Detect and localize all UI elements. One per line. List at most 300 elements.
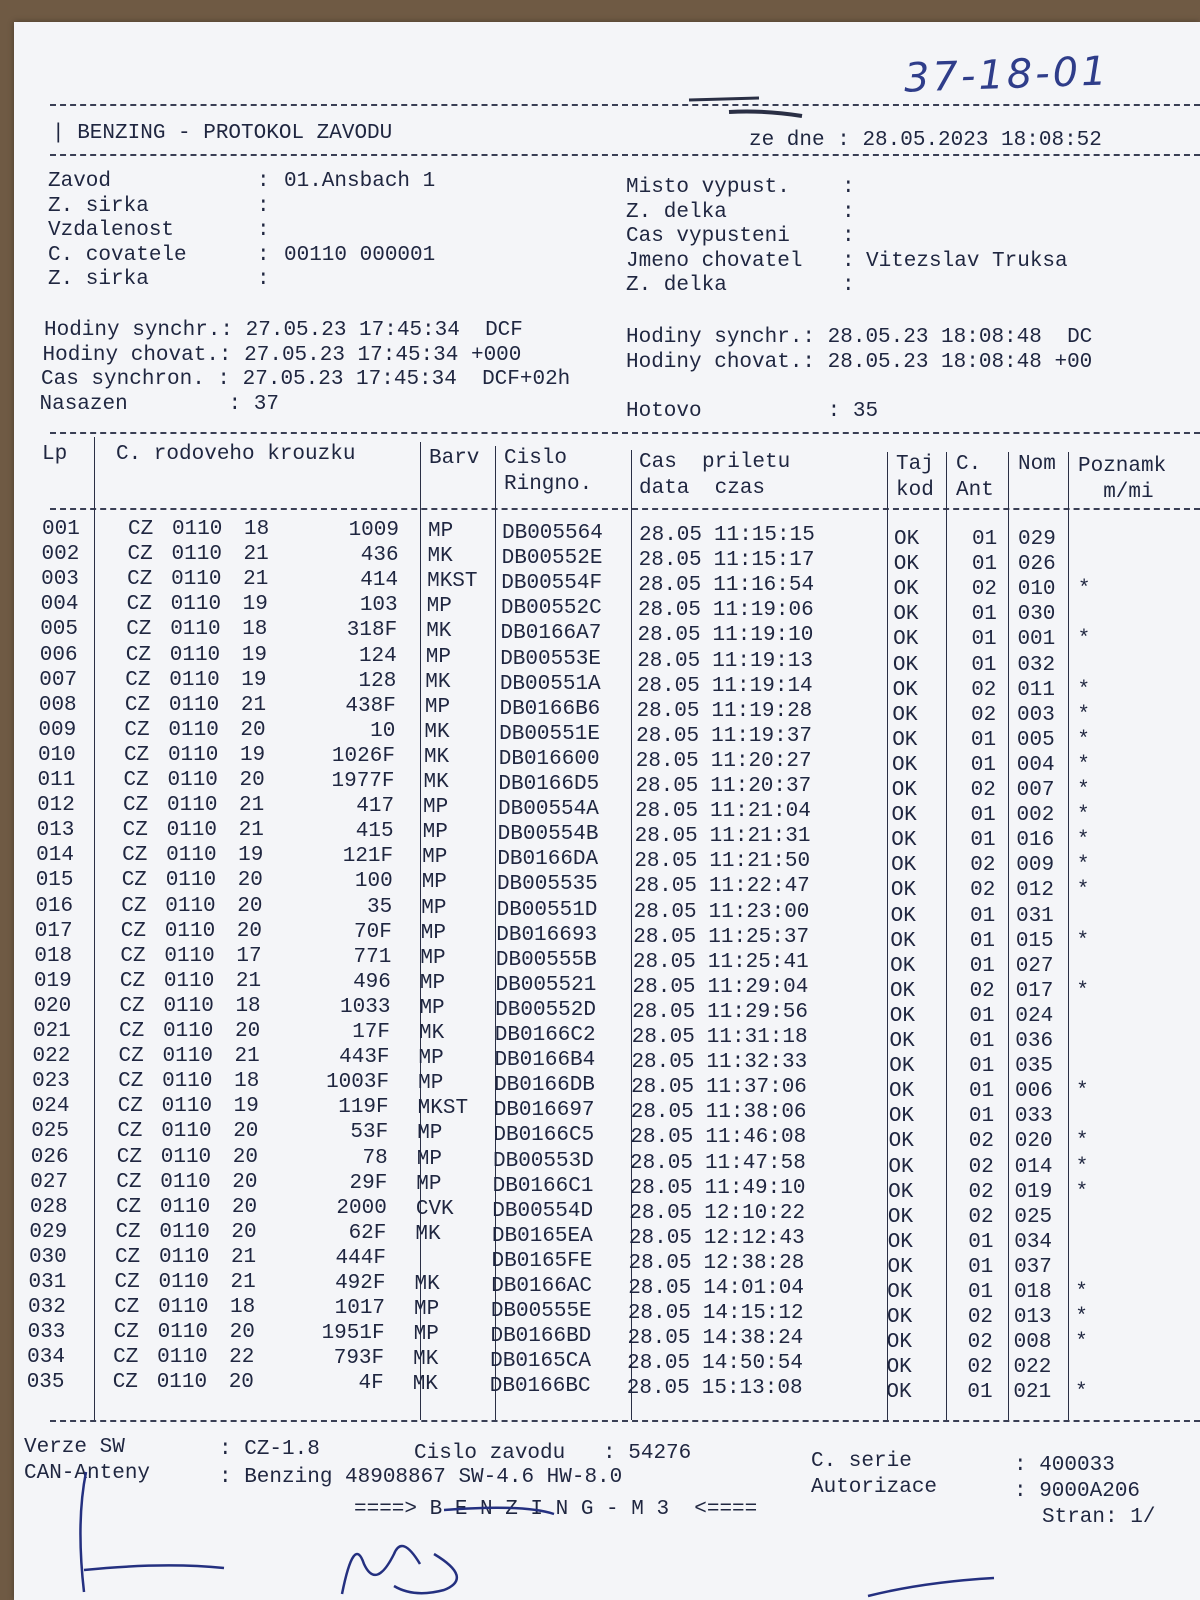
cell-color: MK	[424, 720, 450, 744]
cell-time: 11:19:28	[711, 699, 813, 723]
cell-date: 28.05	[630, 1126, 694, 1150]
cell-ant: 01	[969, 904, 996, 928]
cell-club: 0110	[163, 994, 214, 1018]
field-label: Z. sirka	[48, 268, 149, 291]
cell-club: 0110	[170, 618, 221, 642]
cell-ring-number: 119F	[338, 1096, 389, 1120]
cell-color: MP	[422, 846, 448, 870]
cell-lp: 012	[37, 794, 75, 818]
cell-lp: 035	[26, 1371, 65, 1395]
cell-nom: 019	[1014, 1180, 1053, 1204]
cell-time: 11:19:06	[712, 599, 814, 623]
cell-color: MP	[418, 1072, 444, 1096]
cell-ringno: DB00552E	[501, 547, 603, 571]
cell-nom: 017	[1015, 979, 1054, 1003]
cell-ant: 01	[969, 1030, 995, 1053]
cell-club: 0110	[159, 1220, 210, 1244]
col-lp: Lp	[42, 443, 68, 466]
cell-time: 11:19:37	[711, 724, 812, 748]
sync-line: Hodiny chovat.: 27.05.23 17:45:34 +000	[42, 343, 522, 367]
cell-club: 0110	[160, 1145, 212, 1169]
cell-nom: 027	[1015, 954, 1054, 978]
cell-taj: OK	[887, 1205, 914, 1229]
sync-line: Hodiny synchr.: 28.05.23 18:08:48 DC	[626, 326, 1093, 349]
cell-date: 28.05	[633, 900, 697, 924]
cell-lp: 017	[34, 919, 73, 943]
cell-club: 0110	[168, 693, 220, 717]
cell-year: 19	[241, 668, 267, 692]
cell-ant: 01	[970, 829, 996, 853]
cell-ring-number: 1009	[348, 519, 399, 542]
cell-year: 20	[231, 1220, 257, 1244]
cell-ant: 02	[968, 1130, 994, 1154]
cell-nom: 010	[1017, 578, 1056, 602]
col-cislo: Cislo Ringno.	[504, 447, 593, 496]
cell-year: 18	[244, 518, 270, 541]
cell-color: MP	[419, 996, 445, 1020]
field-value: 00110 000001	[284, 243, 436, 267]
cell-lp: 028	[29, 1195, 68, 1219]
cell-country: CZ	[124, 718, 150, 742]
cell-lp: 022	[32, 1045, 71, 1069]
cell-ant: 01	[968, 1105, 995, 1129]
cell-year: 18	[235, 994, 261, 1018]
sync-line: Hodiny synchr.: 27.05.23 17:45:34 DCF	[44, 319, 523, 342]
cell-date: 28.05	[630, 1101, 694, 1125]
cell-color: CVK	[415, 1197, 454, 1221]
cell-ringno: DB00554A	[498, 798, 599, 822]
cell-ant: 02	[971, 578, 997, 602]
cell-date: 28.05	[638, 574, 702, 598]
cell-nom: 012	[1016, 879, 1054, 903]
cell-lp: 013	[36, 819, 75, 843]
cell-color: MP	[416, 1147, 442, 1171]
cell-date: 28.05	[632, 950, 696, 974]
cell-club: 0110	[166, 819, 218, 843]
cell-date: 28.05	[631, 1026, 695, 1049]
dashed-rule-table-bottom	[50, 1420, 1200, 1422]
field-sep: :	[257, 268, 270, 291]
cell-time: 11:47:58	[705, 1151, 806, 1175]
cell-ring-number: 121F	[342, 845, 394, 869]
cell-ant: 01	[969, 1004, 995, 1028]
cell-taj: OK	[892, 678, 918, 702]
cell-lp: 030	[28, 1245, 67, 1269]
cell-date: 28.05	[637, 624, 701, 648]
field-label: Z. sirka	[48, 194, 149, 218]
cell-club: 0110	[158, 1271, 209, 1294]
cell-color: MP	[421, 871, 447, 895]
cell-ringno: DB00551A	[499, 672, 601, 696]
cell-ant: 02	[970, 854, 996, 878]
cell-lp: 005	[40, 618, 78, 642]
cell-ringno: DB0166C5	[493, 1124, 595, 1148]
cell-color: MK	[414, 1273, 440, 1296]
protocol-sheet	[14, 22, 1200, 1600]
cell-country: CZ	[125, 643, 151, 667]
field-label: Misto vypust.	[626, 176, 790, 199]
cell-club: 0110	[164, 919, 216, 943]
field-label: Zavod	[48, 170, 112, 193]
cell-taj: OK	[888, 1105, 915, 1129]
cell-taj: OK	[889, 1004, 915, 1028]
cell-country: CZ	[118, 1045, 144, 1069]
cell-time: 11:46:08	[705, 1126, 807, 1150]
cell-nom: 022	[1013, 1356, 1052, 1380]
cell-ringno: DB0166A7	[500, 622, 602, 646]
cell-ring-number: 17F	[352, 1021, 390, 1044]
cell-color: MK	[423, 745, 450, 769]
cell-year: 21	[243, 568, 269, 592]
cell-ring-number: 53F	[350, 1121, 389, 1145]
cell-lp: 018	[34, 944, 73, 968]
field-label: Jmeno chovatel	[626, 249, 803, 273]
cell-date: 28.05	[637, 599, 701, 623]
cell-date: 28.05	[629, 1176, 693, 1200]
cell-ant: 01	[969, 1055, 995, 1079]
cell-country: CZ	[121, 894, 147, 918]
cell-taj: OK	[892, 728, 918, 752]
cell-club: 0110	[169, 668, 220, 692]
cell-note-star: *	[1076, 929, 1090, 953]
footer-autor-value: : 9000A206	[1014, 1480, 1141, 1503]
col-ring: C. rodoveho krouzku	[116, 443, 356, 466]
cell-lp: 008	[38, 693, 77, 717]
field-sep: :	[257, 243, 270, 267]
cell-ring-number: 414	[360, 569, 399, 593]
cell-nom: 002	[1016, 804, 1055, 828]
cell-country: CZ	[123, 743, 150, 767]
cell-ringno: DB0166BC	[489, 1375, 591, 1399]
cell-club: 0110	[171, 568, 222, 592]
cell-ringno: DB00554F	[501, 572, 603, 596]
cell-ant: 01	[968, 1255, 994, 1279]
field-label: Z. delka	[626, 274, 727, 297]
cell-note-star: *	[1077, 578, 1091, 602]
cell-club: 0110	[168, 718, 219, 742]
cell-year: 21	[238, 819, 264, 843]
cell-nom: 011	[1017, 678, 1055, 702]
cell-ring-number: 4F	[358, 1372, 384, 1396]
cell-date: 28.05	[635, 775, 699, 798]
field-sep: :	[842, 249, 855, 273]
col-taj: Taj kod	[896, 453, 934, 502]
cell-time: 14:01:04	[703, 1277, 805, 1300]
cell-ring-number: 318F	[346, 619, 398, 643]
cell-time: 12:38:28	[703, 1251, 805, 1275]
cell-ring-number: 1951F	[321, 1322, 385, 1346]
cell-taj: OK	[887, 1281, 913, 1304]
cell-time: 11:19:10	[712, 624, 814, 648]
cell-date: 28.05	[633, 875, 697, 899]
cell-nom: 025	[1014, 1205, 1053, 1229]
cell-color: MP	[416, 1172, 442, 1196]
cell-lp: 025	[31, 1120, 69, 1144]
cell-lp: 006	[39, 643, 78, 667]
cell-year: 20	[237, 894, 263, 918]
cell-ant: 01	[969, 954, 995, 978]
handwritten-code: 37-18-01	[903, 48, 1111, 102]
cell-country: CZ	[119, 994, 145, 1018]
cell-year: 19	[238, 844, 264, 868]
cell-taj: OK	[891, 854, 917, 878]
cell-ringno: DB00554D	[492, 1199, 594, 1223]
cell-time: 11:20:37	[710, 775, 812, 798]
cell-country: CZ	[117, 1095, 143, 1119]
cell-time: 14:38:24	[702, 1327, 804, 1351]
cell-club: 0110	[166, 844, 217, 868]
col-nom: Nom	[1018, 453, 1056, 476]
cell-lp: 024	[31, 1095, 70, 1119]
cell-nom: 026	[1017, 553, 1056, 577]
cell-lp: 027	[30, 1170, 69, 1194]
cell-ring-number: 443F	[339, 1046, 390, 1070]
cell-lp: 007	[39, 668, 78, 692]
cell-time: 11:49:10	[704, 1176, 806, 1200]
cell-color: MP	[428, 520, 454, 543]
cell-ringno: DB00554B	[497, 823, 599, 847]
cell-taj: OK	[893, 603, 919, 627]
signature-right	[864, 1562, 1004, 1600]
cell-lp: 010	[37, 743, 76, 767]
cell-club: 0110	[170, 593, 222, 617]
cell-country: CZ	[123, 769, 149, 792]
cell-country: CZ	[127, 543, 153, 567]
cell-nom: 013	[1013, 1306, 1052, 1330]
cell-club: 0110	[161, 1095, 213, 1119]
cell-ringno: DB00553D	[493, 1149, 594, 1173]
cell-lp: 004	[40, 593, 79, 617]
cell-ant: 01	[971, 553, 998, 577]
cell-ant: 01	[970, 753, 996, 777]
cell-color: MP	[420, 946, 446, 970]
cell-note-star: *	[1076, 879, 1090, 903]
cell-lp: 003	[41, 568, 79, 592]
cell-country: CZ	[117, 1120, 143, 1144]
cell-date: 28.05	[634, 850, 698, 874]
cell-color: MK	[426, 620, 452, 644]
cell-ant: 01	[969, 929, 996, 953]
cell-country: CZ	[120, 919, 147, 943]
footer-autor-label: Autorizace	[811, 1476, 938, 1499]
cell-time: 11:19:13	[712, 649, 814, 673]
cell-year: 21	[240, 693, 267, 717]
cell-club: 0110	[171, 543, 222, 567]
cell-date: 28.05	[632, 975, 696, 999]
cell-ring-number: 444F	[335, 1246, 386, 1270]
field-value: Vitezslav Truksa	[866, 249, 1068, 273]
cell-time: 11:21:31	[709, 825, 811, 849]
cell-taj: OK	[886, 1331, 913, 1355]
cell-country: CZ	[123, 794, 149, 818]
cell-ringno: DB016693	[496, 923, 598, 947]
cell-ringno: DB0166C2	[494, 1024, 596, 1047]
field-sep: :	[257, 194, 270, 218]
cell-time: 11:15:15	[714, 524, 815, 547]
cell-taj: OK	[893, 553, 919, 577]
cell-date: 28.05	[631, 1051, 695, 1075]
cell-taj: OK	[887, 1230, 913, 1254]
cell-lp: 020	[33, 994, 72, 1018]
cell-country: CZ	[125, 668, 151, 692]
cell-date: 28.05	[632, 1000, 696, 1024]
col-cas: Cas priletu data czas	[639, 451, 791, 500]
cell-taj: OK	[887, 1306, 913, 1330]
footer-can-value: : Benzing 48908867 SW-4.6 HW-8.0	[219, 1466, 623, 1489]
footer-page: Stran: 1/	[1042, 1506, 1156, 1529]
cell-nom: 016	[1016, 829, 1055, 853]
cell-date: 28.05	[636, 699, 700, 723]
cell-nom: 014	[1014, 1155, 1053, 1179]
cell-color: MP	[425, 645, 451, 669]
col-barv: Barv	[429, 447, 480, 470]
cell-ring-number: 793F	[333, 1347, 385, 1371]
cell-club: 0110	[167, 743, 219, 767]
sync-line: Hotovo : 35	[626, 399, 879, 423]
cell-color: MK	[425, 670, 451, 694]
cell-ring-number: 10	[370, 719, 396, 743]
cell-date: 28.05	[627, 1302, 691, 1326]
cell-taj: OK	[887, 1255, 913, 1279]
cell-country: CZ	[122, 844, 148, 868]
cell-color: MK	[415, 1222, 441, 1246]
cell-year: 19	[233, 1095, 259, 1119]
cell-year: 19	[242, 593, 268, 617]
cell-ringno: DB0166AC	[491, 1275, 593, 1298]
cell-date: 28.05	[638, 549, 702, 573]
cell-taj: OK	[890, 879, 917, 903]
cell-ant: 02	[968, 1155, 994, 1179]
cell-date: 28.05	[636, 724, 700, 748]
cell-note-star: *	[1077, 678, 1091, 702]
cell-year: 22	[229, 1346, 255, 1370]
cell-ringno: DB0166DA	[497, 848, 599, 872]
cell-time: 11:19:14	[711, 674, 813, 698]
cell-ringno: DB00551E	[499, 722, 600, 746]
cell-ring-number: 100	[354, 870, 393, 894]
cell-note-star: *	[1075, 1130, 1089, 1154]
cell-ant: 02	[968, 1205, 994, 1229]
field-sep: :	[842, 225, 855, 248]
cell-taj: OK	[888, 1155, 914, 1179]
cell-time: 14:50:54	[702, 1352, 803, 1376]
cell-time: 11:23:00	[708, 900, 810, 924]
cell-nom: 005	[1016, 728, 1055, 752]
cell-taj: OK	[892, 653, 919, 677]
cell-taj: OK	[890, 904, 916, 928]
cell-taj: OK	[889, 1055, 915, 1079]
cell-ant: 02	[970, 779, 996, 802]
cell-lp: 002	[41, 543, 80, 567]
cell-note-star: *	[1076, 1080, 1089, 1104]
cell-club: 0110	[167, 769, 218, 792]
cell-ring-number: 1977F	[331, 770, 395, 793]
cell-color: MP	[418, 1047, 444, 1071]
cell-ant: 02	[967, 1356, 993, 1380]
cell-lp: 031	[28, 1271, 67, 1294]
cell-nom: 029	[1018, 528, 1056, 551]
cell-color: MK	[419, 1022, 445, 1045]
cell-note-star: *	[1076, 854, 1090, 878]
cell-year: 20	[240, 718, 266, 742]
cell-ring-number: 124	[358, 644, 397, 668]
footer-verze-value: : CZ-1.8	[219, 1438, 320, 1461]
cell-club: 0110	[163, 1020, 214, 1043]
cell-year: 20	[237, 869, 263, 893]
cell-color: MP	[419, 971, 446, 995]
cell-country: CZ	[124, 693, 151, 717]
footer-serie-value: : 400033	[1014, 1454, 1115, 1477]
cell-lp: 021	[33, 1020, 71, 1043]
cell-date: 28.05	[639, 524, 703, 547]
cell-country: CZ	[115, 1195, 142, 1219]
cell-country: CZ	[127, 568, 153, 592]
cell-club: 0110	[169, 643, 221, 667]
cell-time: 11:37:06	[706, 1076, 807, 1100]
cell-ant: 01	[968, 1230, 994, 1254]
footer-can-label: CAN-Anteny	[24, 1462, 151, 1485]
cell-note-star: *	[1076, 829, 1090, 853]
cell-ringno: DB0165CA	[490, 1350, 591, 1374]
cell-date: 28.05	[631, 1076, 695, 1100]
cell-taj: OK	[886, 1381, 912, 1405]
cell-nom: 009	[1016, 854, 1055, 878]
cell-date: 28.05	[633, 925, 697, 949]
cell-note-star: *	[1077, 804, 1090, 828]
cell-club: 0110	[158, 1296, 209, 1320]
cell-lp: 015	[35, 869, 74, 893]
cell-country: CZ	[114, 1271, 140, 1294]
cell-time: 12:12:43	[703, 1226, 805, 1250]
cell-year: 21	[230, 1245, 257, 1269]
cell-ringno: DB00552D	[495, 998, 596, 1022]
cell-ant: 01	[969, 1080, 995, 1104]
cell-year: 20	[235, 1020, 261, 1043]
cell-ant: 02	[971, 703, 997, 727]
protocol-title: | BENZING - PROTOKOL ZAVODU	[52, 122, 393, 145]
cell-nom: 032	[1017, 653, 1056, 677]
cell-club: 0110	[158, 1245, 210, 1269]
cell-club: 0110	[156, 1371, 208, 1395]
field-sep: :	[257, 170, 270, 193]
cell-ant: 01	[971, 653, 997, 677]
cell-ring-number: 29F	[349, 1171, 388, 1195]
cell-ant: 02	[967, 1306, 994, 1330]
cell-ring-number: 78	[362, 1146, 388, 1170]
cell-ant: 02	[971, 678, 997, 702]
cell-ring-number: 415	[355, 820, 394, 844]
cell-year: 21	[243, 543, 269, 567]
cell-country: CZ	[126, 618, 152, 642]
cell-nom: 008	[1013, 1331, 1052, 1355]
cell-ring-number: 1026F	[331, 744, 395, 768]
cell-taj: OK	[893, 628, 919, 652]
cell-nom: 001	[1017, 628, 1056, 652]
cell-ant: 01	[970, 728, 997, 752]
cell-time: 11:29:56	[707, 1000, 808, 1024]
cell-club: 0110	[163, 969, 215, 993]
cell-nom: 006	[1015, 1080, 1053, 1104]
cell-time: 11:16:54	[713, 574, 815, 598]
cell-club: 0110	[165, 869, 217, 893]
cell-date: 28.05	[627, 1352, 691, 1376]
cell-date: 28.05	[630, 1151, 694, 1175]
signature-center	[324, 1494, 584, 1600]
cell-date: 28.05	[635, 800, 699, 824]
cell-club: 0110	[164, 944, 215, 968]
cell-ring-number: 771	[353, 945, 392, 969]
cell-ant: 01	[970, 804, 996, 828]
